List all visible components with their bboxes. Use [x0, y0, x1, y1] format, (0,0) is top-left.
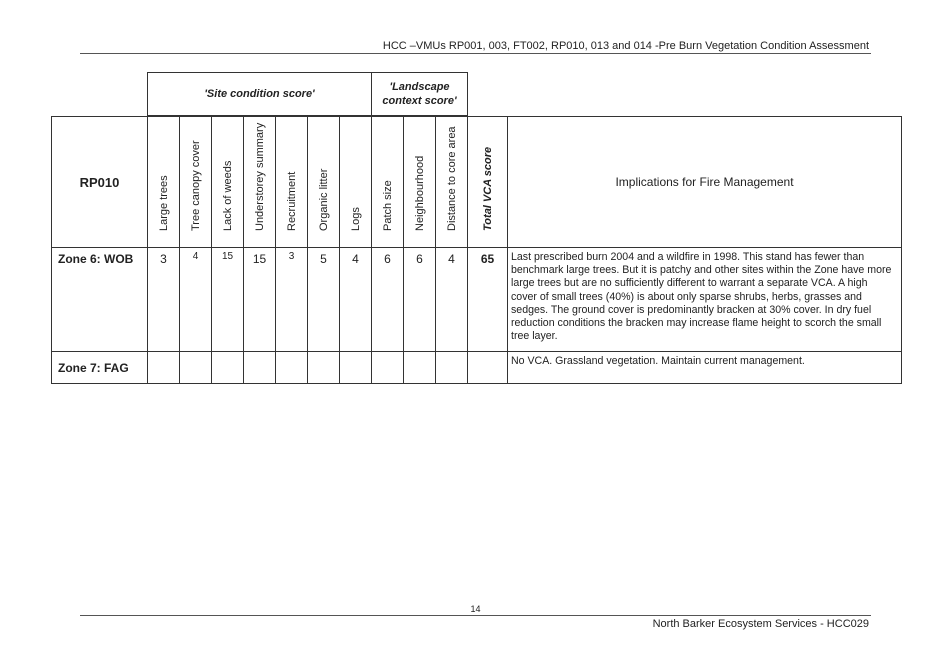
empty-score-cell [436, 352, 468, 384]
site-condition-label: 'Site condition score' [204, 88, 315, 100]
col-organic-litter-label: Organic litter [317, 168, 330, 231]
page-header-text: HCC –VMUs RP001, 003, FT002, RP010, 013 and 014 -Pre Burn Vegetation Condition Assessment [382, 40, 869, 52]
score-cell: 15 [212, 248, 244, 352]
empty-score-cell [180, 352, 212, 384]
col-understorey-summary-label: Understorey summary [253, 122, 266, 231]
landscape-context-group-header [371, 72, 468, 116]
col-large-trees-label: Large trees [157, 175, 170, 231]
col-patch-size-label: Patch size [381, 180, 394, 231]
empty-score-cell [404, 352, 436, 384]
landscape-context-label [382, 80, 456, 108]
col-tree-canopy-cover-label: Tree canopy cover [189, 140, 202, 231]
col-distance-to-core-area [436, 117, 468, 248]
col-lack-of-weeds-label: Lack of weeds [221, 160, 234, 231]
vca-table [51, 116, 902, 384]
col-organic-litter [308, 117, 340, 248]
score-cell: 15 [244, 248, 276, 352]
score-cell: 4 [436, 248, 468, 352]
col-implications: Implications for Fire Management [508, 117, 902, 248]
col-large-trees [148, 117, 180, 248]
col-logs [340, 117, 372, 248]
empty-score-cell [148, 352, 180, 384]
implications-cell: No VCA. Grassland vegetation. Maintain current management. [508, 352, 902, 384]
implications-cell: Last prescribed burn 2004 and a wildfire in 1998. This stand has fewer than benchmark large trees. But it is patchy and other sites within the Zone have more large trees but are no sufficiently different to warrant a separate VCA. A high cover of small trees (40%) is about only sparse shrubs, herbs, grasses and sedges. The ground cover is predominantly bracken at 30% cover. In dry fuel reduction conditions the bracken may increase flame height to scorch the small tree layer. [508, 248, 902, 352]
page-number: 14 [470, 604, 481, 614]
col-understorey-summary [244, 117, 276, 248]
col-recruitment-label: Recruitment [285, 171, 298, 231]
unit-label: RP010 [52, 117, 148, 248]
col-distance-to-core-area-label: Distance to core area [445, 126, 458, 231]
score-cell: 4 [180, 248, 212, 352]
col-recruitment [276, 117, 308, 248]
table-row [52, 248, 902, 352]
col-patch-size [372, 117, 404, 248]
empty-score-cell [340, 352, 372, 384]
score-cell: 3 [276, 248, 308, 352]
col-logs-label: Logs [349, 207, 362, 231]
header-rule [80, 53, 871, 54]
site-condition-group-header [147, 72, 372, 116]
col-lack-of-weeds [212, 117, 244, 248]
zone-label: Zone 6: WOB [52, 248, 148, 352]
empty-score-cell [212, 352, 244, 384]
empty-score-cell [276, 352, 308, 384]
col-neighbourhood [404, 117, 436, 248]
empty-score-cell [308, 352, 340, 384]
score-cell: 6 [404, 248, 436, 352]
col-total-vca-score-label: Total VCA score [481, 146, 494, 231]
score-cell: 5 [308, 248, 340, 352]
score-cell: 4 [340, 248, 372, 352]
column-header-row [52, 117, 902, 248]
col-neighbourhood-label: Neighbourhood [413, 155, 426, 231]
landscape-label-line2: context score' [382, 95, 457, 107]
total-score-cell: 65 [468, 248, 508, 352]
footer-organisation: North Barker Ecosystem Services - HCC029 [652, 618, 869, 630]
zone-label: Zone 7: FAG [52, 352, 148, 384]
table-row [52, 352, 902, 384]
empty-score-cell [372, 352, 404, 384]
empty-score-cell [244, 352, 276, 384]
empty-score-cell [468, 352, 508, 384]
score-cell: 3 [148, 248, 180, 352]
col-total-vca-score [468, 117, 508, 248]
score-cell: 6 [372, 248, 404, 352]
landscape-label-line1: 'Landscape [389, 81, 450, 93]
col-tree-canopy-cover [180, 117, 212, 248]
footer-rule [80, 615, 871, 616]
